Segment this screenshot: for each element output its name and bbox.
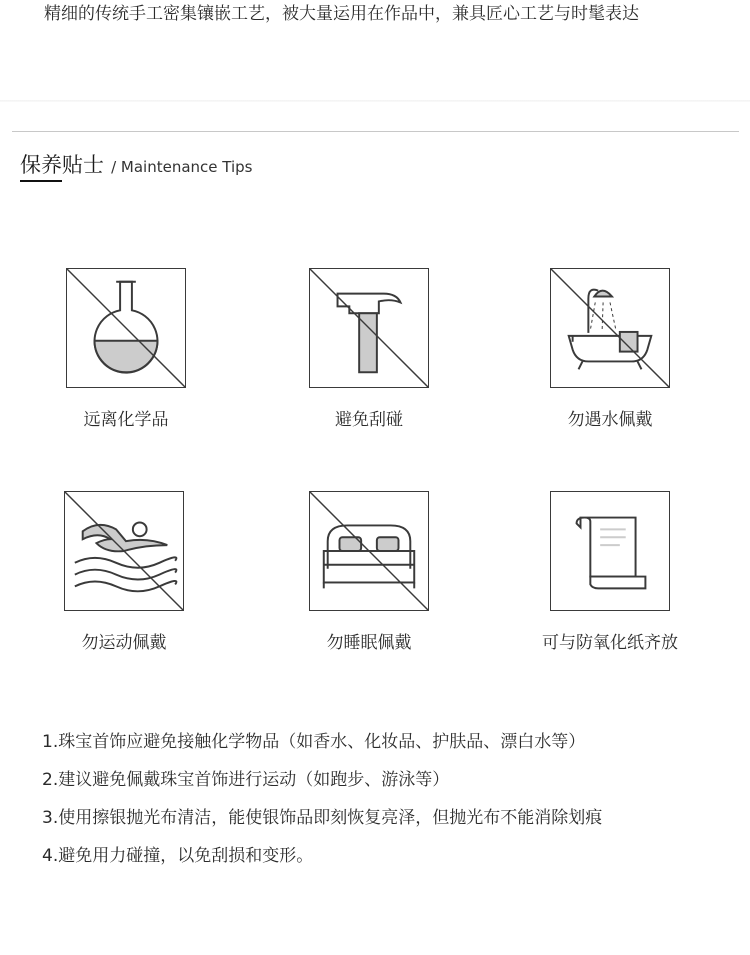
intro-text: 精细的传统手工密集镶嵌工艺，被大量运用在作品中，兼具匠心工艺与时髦表达 <box>44 4 639 24</box>
care-item-chemicals <box>26 268 226 430</box>
divider <box>12 131 739 132</box>
care-item-label: 避免刮碰 <box>335 410 403 430</box>
tips-list <box>42 723 742 875</box>
care-item-sport <box>24 491 224 653</box>
section-title-underline <box>20 180 62 182</box>
tip-item: 1.珠宝首饰应避免接触化学物品（如香水、化妆品、护肤品、漂白水等） <box>42 732 586 752</box>
tip-item: 3.使用擦银抛光布清洁，能使银饰品即刻恢复亮泽，但抛光布不能消除划痕 <box>42 808 603 828</box>
care-item-frame <box>550 491 670 611</box>
section-title-zh: 保养贴士 <box>20 153 104 177</box>
care-item-storage <box>510 491 710 653</box>
care-item-frame <box>66 268 186 388</box>
tip-item: 4.避免用力碰撞，以免刮损和变形。 <box>42 846 314 866</box>
care-item-label: 可与防氧化纸齐放 <box>542 633 678 653</box>
section-title-en: / Maintenance Tips <box>111 158 253 176</box>
care-item-water <box>510 268 710 430</box>
care-item-sleep <box>269 491 469 653</box>
paper-scroll-icon <box>551 492 669 610</box>
section-title <box>20 149 253 179</box>
care-item-label: 勿遇水佩戴 <box>567 410 653 430</box>
hammer-icon <box>310 269 428 387</box>
care-item-frame <box>309 491 429 611</box>
care-item-impact <box>269 268 469 430</box>
care-item-label: 勿睡眠佩戴 <box>326 633 412 653</box>
care-item-frame <box>550 268 670 388</box>
section-band <box>0 100 750 102</box>
care-item-label: 勿运动佩戴 <box>81 633 167 653</box>
care-item-frame <box>64 491 184 611</box>
care-item-label: 远离化学品 <box>83 410 169 430</box>
swimmer-icon <box>65 492 183 610</box>
shower-bath-icon <box>551 269 669 387</box>
care-item-frame <box>309 268 429 388</box>
flask-icon <box>67 269 185 387</box>
bed-icon <box>310 492 428 610</box>
tip-item: 2.建议避免佩戴珠宝首饰进行运动（如跑步、游泳等） <box>42 770 450 790</box>
